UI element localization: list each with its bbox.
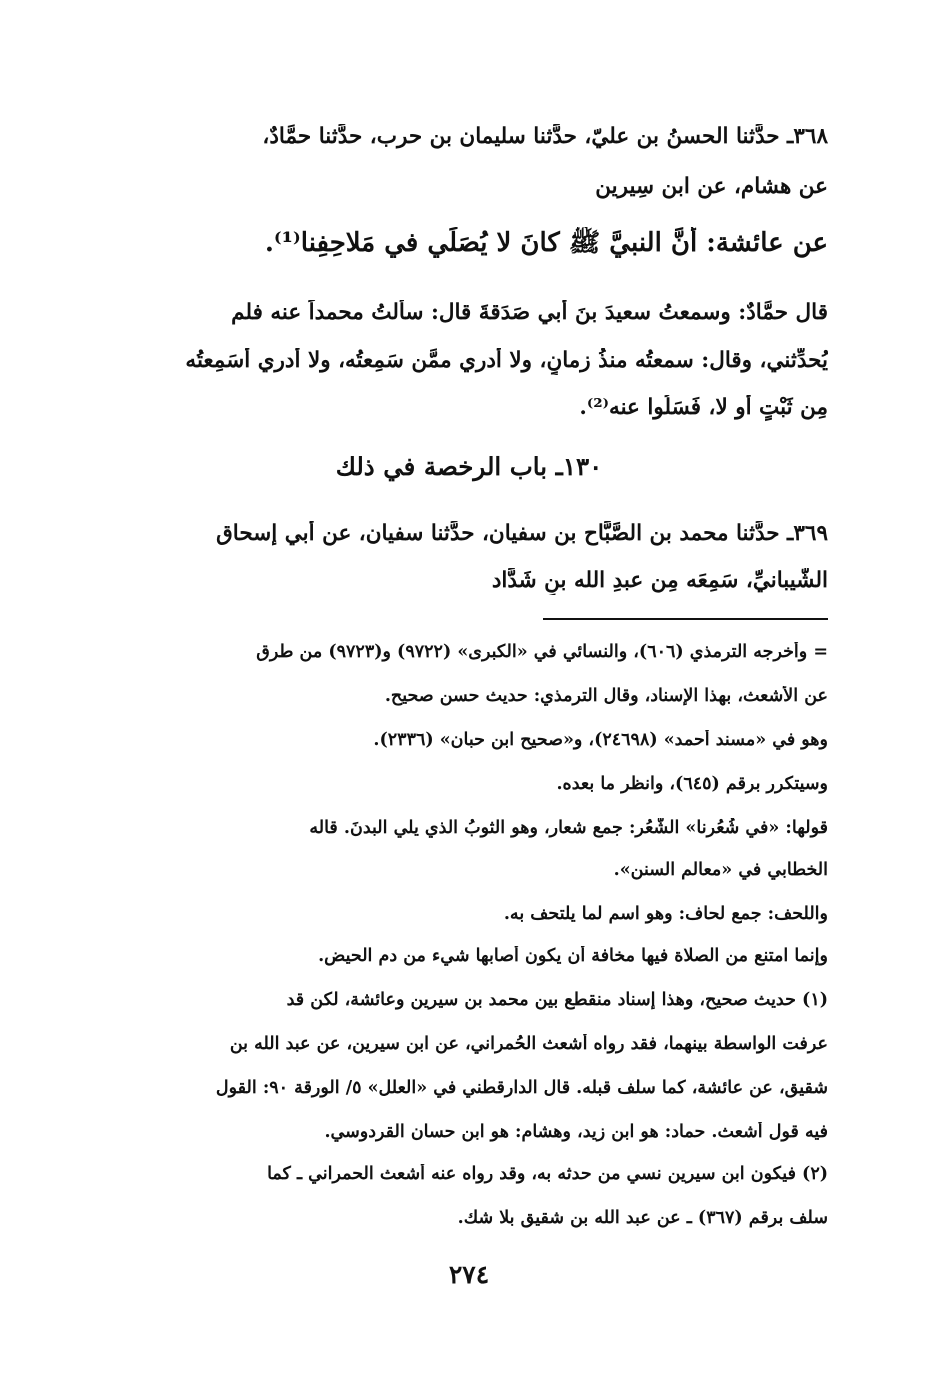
footnote-line-1: = وأخرجه الترمذي (٦٠٦)، والنسائي في «الكبرى» (٩٧٢٢) و(٩٧٢٣) من طرق xyxy=(256,642,828,662)
footnote-line-8: وإنما امتنع من الصلاة فيها مخافة أن يكون أصابها شيء من دم الحيض. xyxy=(318,946,828,966)
page-number: ٢٧٤ xyxy=(448,1260,490,1289)
chapter-heading: ١٣٠ـ باب الرخصة في ذلك xyxy=(335,452,603,481)
footnote-line-2: عن الأشعث، بهذا الإسناد، وقال الترمذي: حديث حسن صحيح. xyxy=(384,686,828,706)
commentary-line-1: قال حمَّادٌ: وسمعتُ سعيدَ بنَ أبي صَدَقةَ قال: سألتُ محمداً عنه فلم xyxy=(231,300,828,325)
commentary-line-3: مِن ثَبْتٍ أو لا، فَسَلُوا عنه⁽²⁾. xyxy=(579,395,828,420)
commentary-line-2: يُحدِّثني، وقال: سمعتُه منذُ زمانٍ، ولا أدري ممَّن سَمِعتُه، ولا أدري أَسَمِعتُه xyxy=(185,348,828,373)
footnote-2-line-2: سلف برقم (٣٦٧) ـ عن عبد الله بن شقيق بلا شك. xyxy=(457,1208,828,1228)
hadith-369-line-1: ٣٦٩ـ حدَّثنا محمد بن الصَّبَّاح بن سفيان، حدَّثنا سفيان، عن أبي إسحاق xyxy=(216,521,828,546)
footnote-1-line-3: شقيق، عن عائشة، كما سلف قبله. قال الدارقطني في «العلل» ٥/ الورقة ٩٠: القول xyxy=(215,1078,828,1098)
footnote-2-line-1: (٢) فيكون ابن سيرين نسي من حدثه به، وقد رواه عنه أشعث الحمراني ـ كما xyxy=(267,1164,828,1184)
footnote-1-line-4: فيه قول أشعث. حماد: هو ابن زيد، وهشام: هو ابن حسان القردوسي. xyxy=(324,1122,828,1142)
hadith-369-line-2: الشَّيبانيِّ، سَمِعَه مِن عبدِ الله بنِ شَدَّاد xyxy=(491,568,828,593)
footnote-line-7: واللحف: جمع لحاف: وهو اسم لما يلتحف به. xyxy=(503,904,828,924)
footnote-1-line-2: عرفت الواسطة بينهما، فقد رواه أشعث الحُمراني، عن ابن سيرين، عن عبد الله بن xyxy=(229,1034,828,1054)
footnote-line-3: وهو في «مسند أحمد» (٢٤٦٩٨)، و«صحيح ابن حبان» (٢٣٣٦). xyxy=(373,730,828,750)
footnote-line-5: قولها: «في شُعُرنا» الشُّعُر: جمع شعار، وهو الثوبُ الذي يلي البدنَ. قاله xyxy=(309,818,828,838)
hadith-368-matn: عن عائشة: أنَّ النبيَّ ﷺ كانَ لا يُصَلِّي في مَلاحِفِنا⁽¹⁾. xyxy=(264,228,828,258)
footnote-1-line-1: (١) حديث صحيح، وهذا إسناد منقطع بين محمد بن سيرين وعائشة، لكن قد xyxy=(286,990,828,1010)
footnote-divider xyxy=(543,618,828,620)
hadith-368-line-1: ٣٦٨ـ حدَّثنا الحسنُ بن عليّ، حدَّثنا سليمان بن حرب، حدَّثنا حمَّادٌ، xyxy=(262,124,828,149)
hadith-368-line-2: عن هشام، عن ابن سِيرين xyxy=(595,174,828,199)
footnote-line-4: وسيتكرر برقم (٦٤٥)، وانظر ما بعده. xyxy=(556,774,828,794)
footnote-line-6: الخطابي في «معالم السنن». xyxy=(613,860,828,880)
